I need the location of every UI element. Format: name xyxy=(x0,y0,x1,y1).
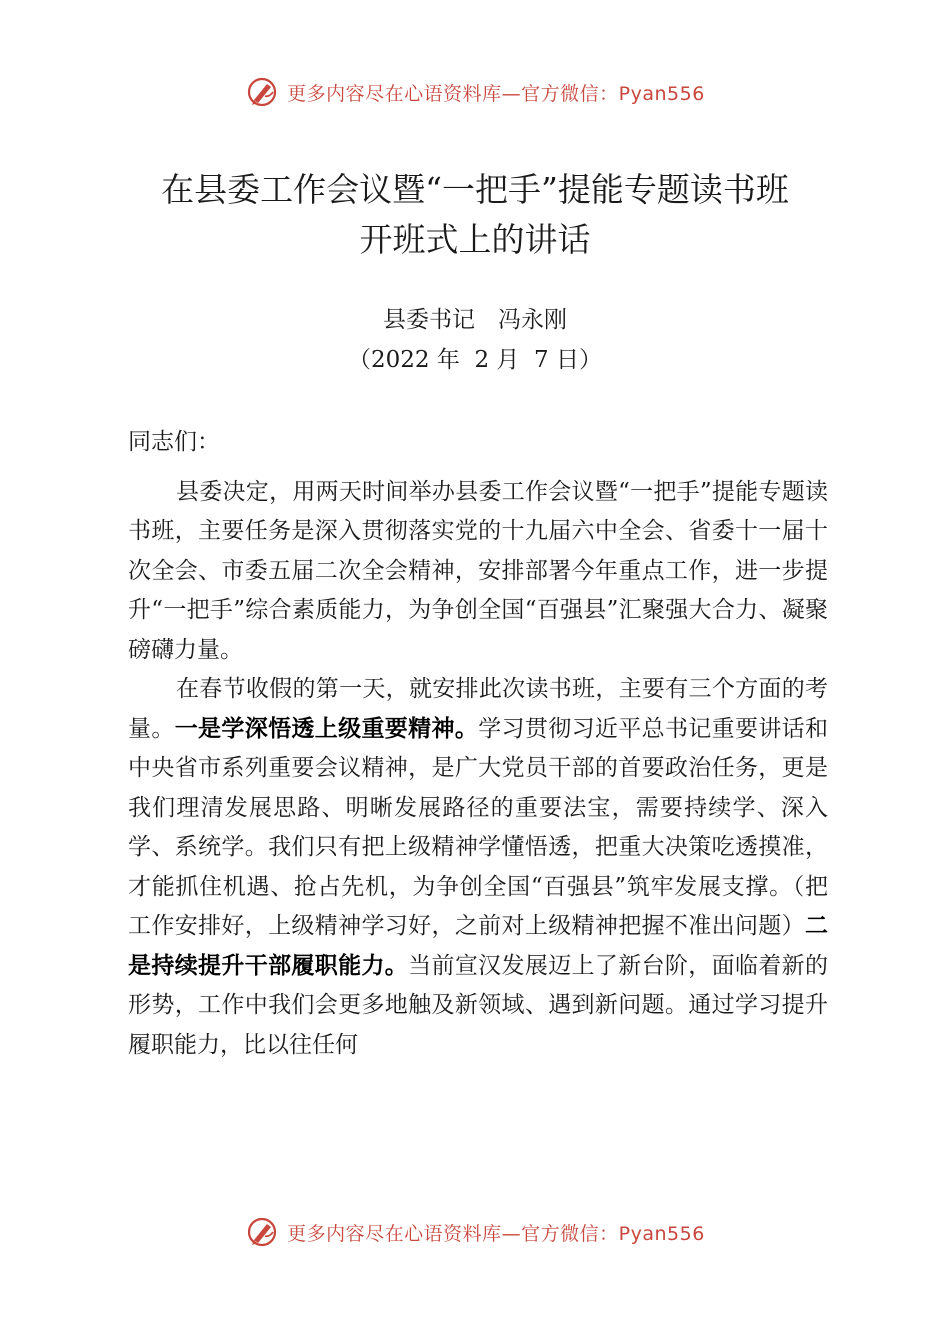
paragraph-2-intro: 在春节收假的第一天，就安排此次读书班，主要有三个方面的考量。 xyxy=(128,676,828,742)
watermark-footer xyxy=(0,1212,950,1252)
pen-circle-logo-icon xyxy=(245,75,279,109)
watermark-text: 更多内容尽在心语资料库—官方微信：Pyan556 xyxy=(287,82,705,105)
author-block xyxy=(0,300,950,380)
point-2-text: 当前宣汉发展迈上了新台阶，面临着新的形势，工作中我们会更多地触及新领域、遇到新问题。通过学习提升履职能力，比以往任何 xyxy=(128,952,829,1058)
point-1-heading: 一是学深悟透上级重要精神。 xyxy=(174,715,479,742)
point-1-text: 学习贯彻习近平总书记重要讲话和中央省市系列重要会议精神，是广大党员干部的首要政治任务，更是我们理清发展思路、明晰发展路径的重要法宝，需要持续学、深入学、系统学。我们只有把上级精神学懂悟透，把重大决策吃透摸准，才能抓住机遇、抢占先机，为争创全国“百强县”筑牢发展支撑。（把工作安排好，上级精神学习好，之前对上级精神把握不准出问题） xyxy=(128,715,829,939)
document-title xyxy=(0,165,950,265)
point-2-heading: 二是持续提升干部履职能力。 xyxy=(128,913,828,979)
greeting: 同志们： xyxy=(128,429,220,455)
title-line-1: 在县委工作会议暨“一把手”提能专题读书班 xyxy=(161,170,789,209)
speech-date: （2022 年 2 月 7 日） xyxy=(348,347,602,373)
paragraph-1: 县委决定，用两天时间举办县委工作会议暨“一把手”提能专题读书班，主要任务是深入贯彻落实党的十九届六中全会、省委十一届十次全会、市委五届二次全会精神，安排部署今年重点工作，进一步提升“一把手”综合素质能力，为争创全国“百强县”汇聚强大合力、凝聚磅礴力量。 xyxy=(128,478,828,663)
watermark-text: 更多内容尽在心语资料库—官方微信：Pyan556 xyxy=(287,1222,705,1245)
pen-circle-logo-icon xyxy=(245,1215,279,1249)
paragraph-2 xyxy=(128,670,828,1065)
document-body xyxy=(128,423,828,1065)
author-name: 县委书记 冯永刚 xyxy=(383,307,567,333)
watermark-header xyxy=(0,72,950,112)
title-line-2: 开班式上的讲话 xyxy=(359,220,591,259)
